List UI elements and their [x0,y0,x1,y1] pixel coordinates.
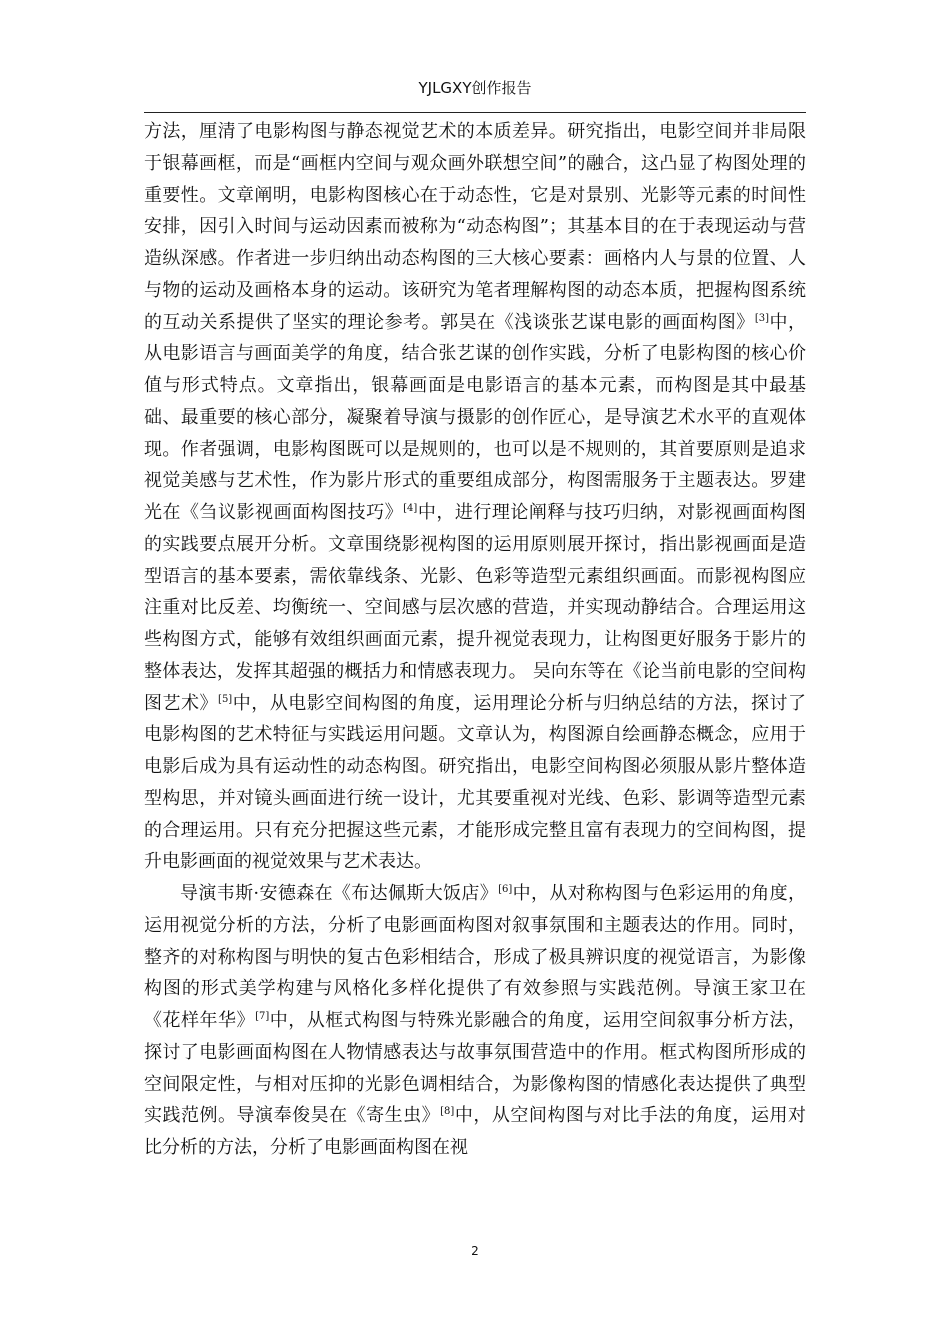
paragraph-1-text-4: 中，从电影空间构图的角度，运用理论分析与归纳总结的方法，探讨了电影构图的艺术特征与实践运用问题。文章认为，构图源自绘画静态概念，应用于电影后成为具有运动性的动态构图。研究指出，电影空间构图必须服从影片整体造型构思，并对镜头画面进行统一设计，尤其要重视对光线、色彩、影调等造型元素的合理运用。只有充分把握这些元素，才能形成完整且富有表现力的空间构图，提升电影画面的视觉效果与艺术表达。 [144,692,807,873]
paragraph-2-text-4: 中，从空间构图与对比手法的角度，运用对比分析的方法，分析了电影画面构图在视 [144,1105,807,1158]
paragraph-1-text-1: 方法，厘清了电影构图与静态视觉艺术的本质差异。研究指出，电影空间并非局限于银幕画框，而是“画框内空间与观众画外联想空间”的融合，这凸显了构图处理的重要性。文章阐明，电影构图核心在于动态性，它是对景别、光影等元素的时间性安排，因引入时间与运动因素而被称为“动态构图”；其基本目的在于表现运动与营造纵深感。作者进一步归纳出动态构图的三大核心要素：画格内人与景的位置、人与物的运动及画格本身的运动。该研究为笔者理解构图的动态本质，把握构图系统的互动关系提供了坚实的理论参考。郭昊在《浅谈张艺谋电影的画面构图》 [144,121,806,333]
paragraph-2-text-3: 中，从框式构图与特殊光影融合的角度，运用空间叙事分析方法，探讨了电影画面构图在人物情感表达与故事氛围营造中的作用。框式构图所形成的空间限定性，与相对压抑的光影色调相结合，为影像构图的情感化表达提供了典型实践范例。导演奉俊昊在《寄生虫》 [144,1010,807,1127]
page-number: 2 [471,1244,479,1258]
header-rule [144,112,806,113]
citation-6: [6] [498,884,513,895]
citation-7: [7] [255,1011,270,1022]
paragraph-1-text-3: 中，进行理论阐释与技巧归纳，对影视画面构图的实践要点展开分析。文章围绕影视构图的运用原则展开探讨，指出影视画面是造型语言的基本要素，需依靠线条、光影、色彩等造型元素组织画面。而影视构图应注重对比反差、均衡统一、空间感与层次感的营造，并实现动静结合。合理运用这些构图方式，能够有效组织画面元素，提升视觉表现力，让构图更好服务于影片的整体表达，发挥其超强的概括力和情感表现力。 吴向东等在《论当前电影的空间构图艺术》 [144,502,807,714]
paragraph-2-text-1: 导演韦斯·安德森在《布达佩斯大饭店》 [180,883,499,904]
paragraph-2-text-2: 中，从对称构图与色彩运用的角度，运用视觉分析的方法，分析了电影画面构图对叙事氛围和主题表达的作用。同时，整齐的对称构图与明快的复古色彩相结合，形成了极具辨识度的视觉语言，为影像构图的形式美学构建与风格化多样化提供了有效参照与实践范例。导演王家卫在《花样年华》 [144,883,806,1031]
citation-5: [5] [218,693,233,705]
page-header: YJLGXY创作报告 [418,79,532,97]
paragraph-2 [144,878,806,1164]
body-text [144,116,806,1164]
citation-8: [8] [440,1106,455,1118]
citation-3: [3] [754,312,769,324]
paragraph-1-text-2: 中，从电影语言与画面美学的角度，结合张艺谋的创作实践，分析了电影构图的核心价值与形式特点。文章指出，银幕画面是电影语言的基本元素，而构图是其中最基础、最重要的核心部分，凝聚着导演与摄影的创作匠心，是导演艺术水平的直观体现。作者强调，电影构图既可以是规则的，也可以是不规则的，其首要原则是追求视觉美感与艺术性，作为影片形式的重要组成部分，构图需服务于主题表达。罗建光在《刍议影视画面构图技巧》 [144,311,807,523]
paragraph-1 [144,116,806,878]
citation-4: [4] [403,503,418,514]
